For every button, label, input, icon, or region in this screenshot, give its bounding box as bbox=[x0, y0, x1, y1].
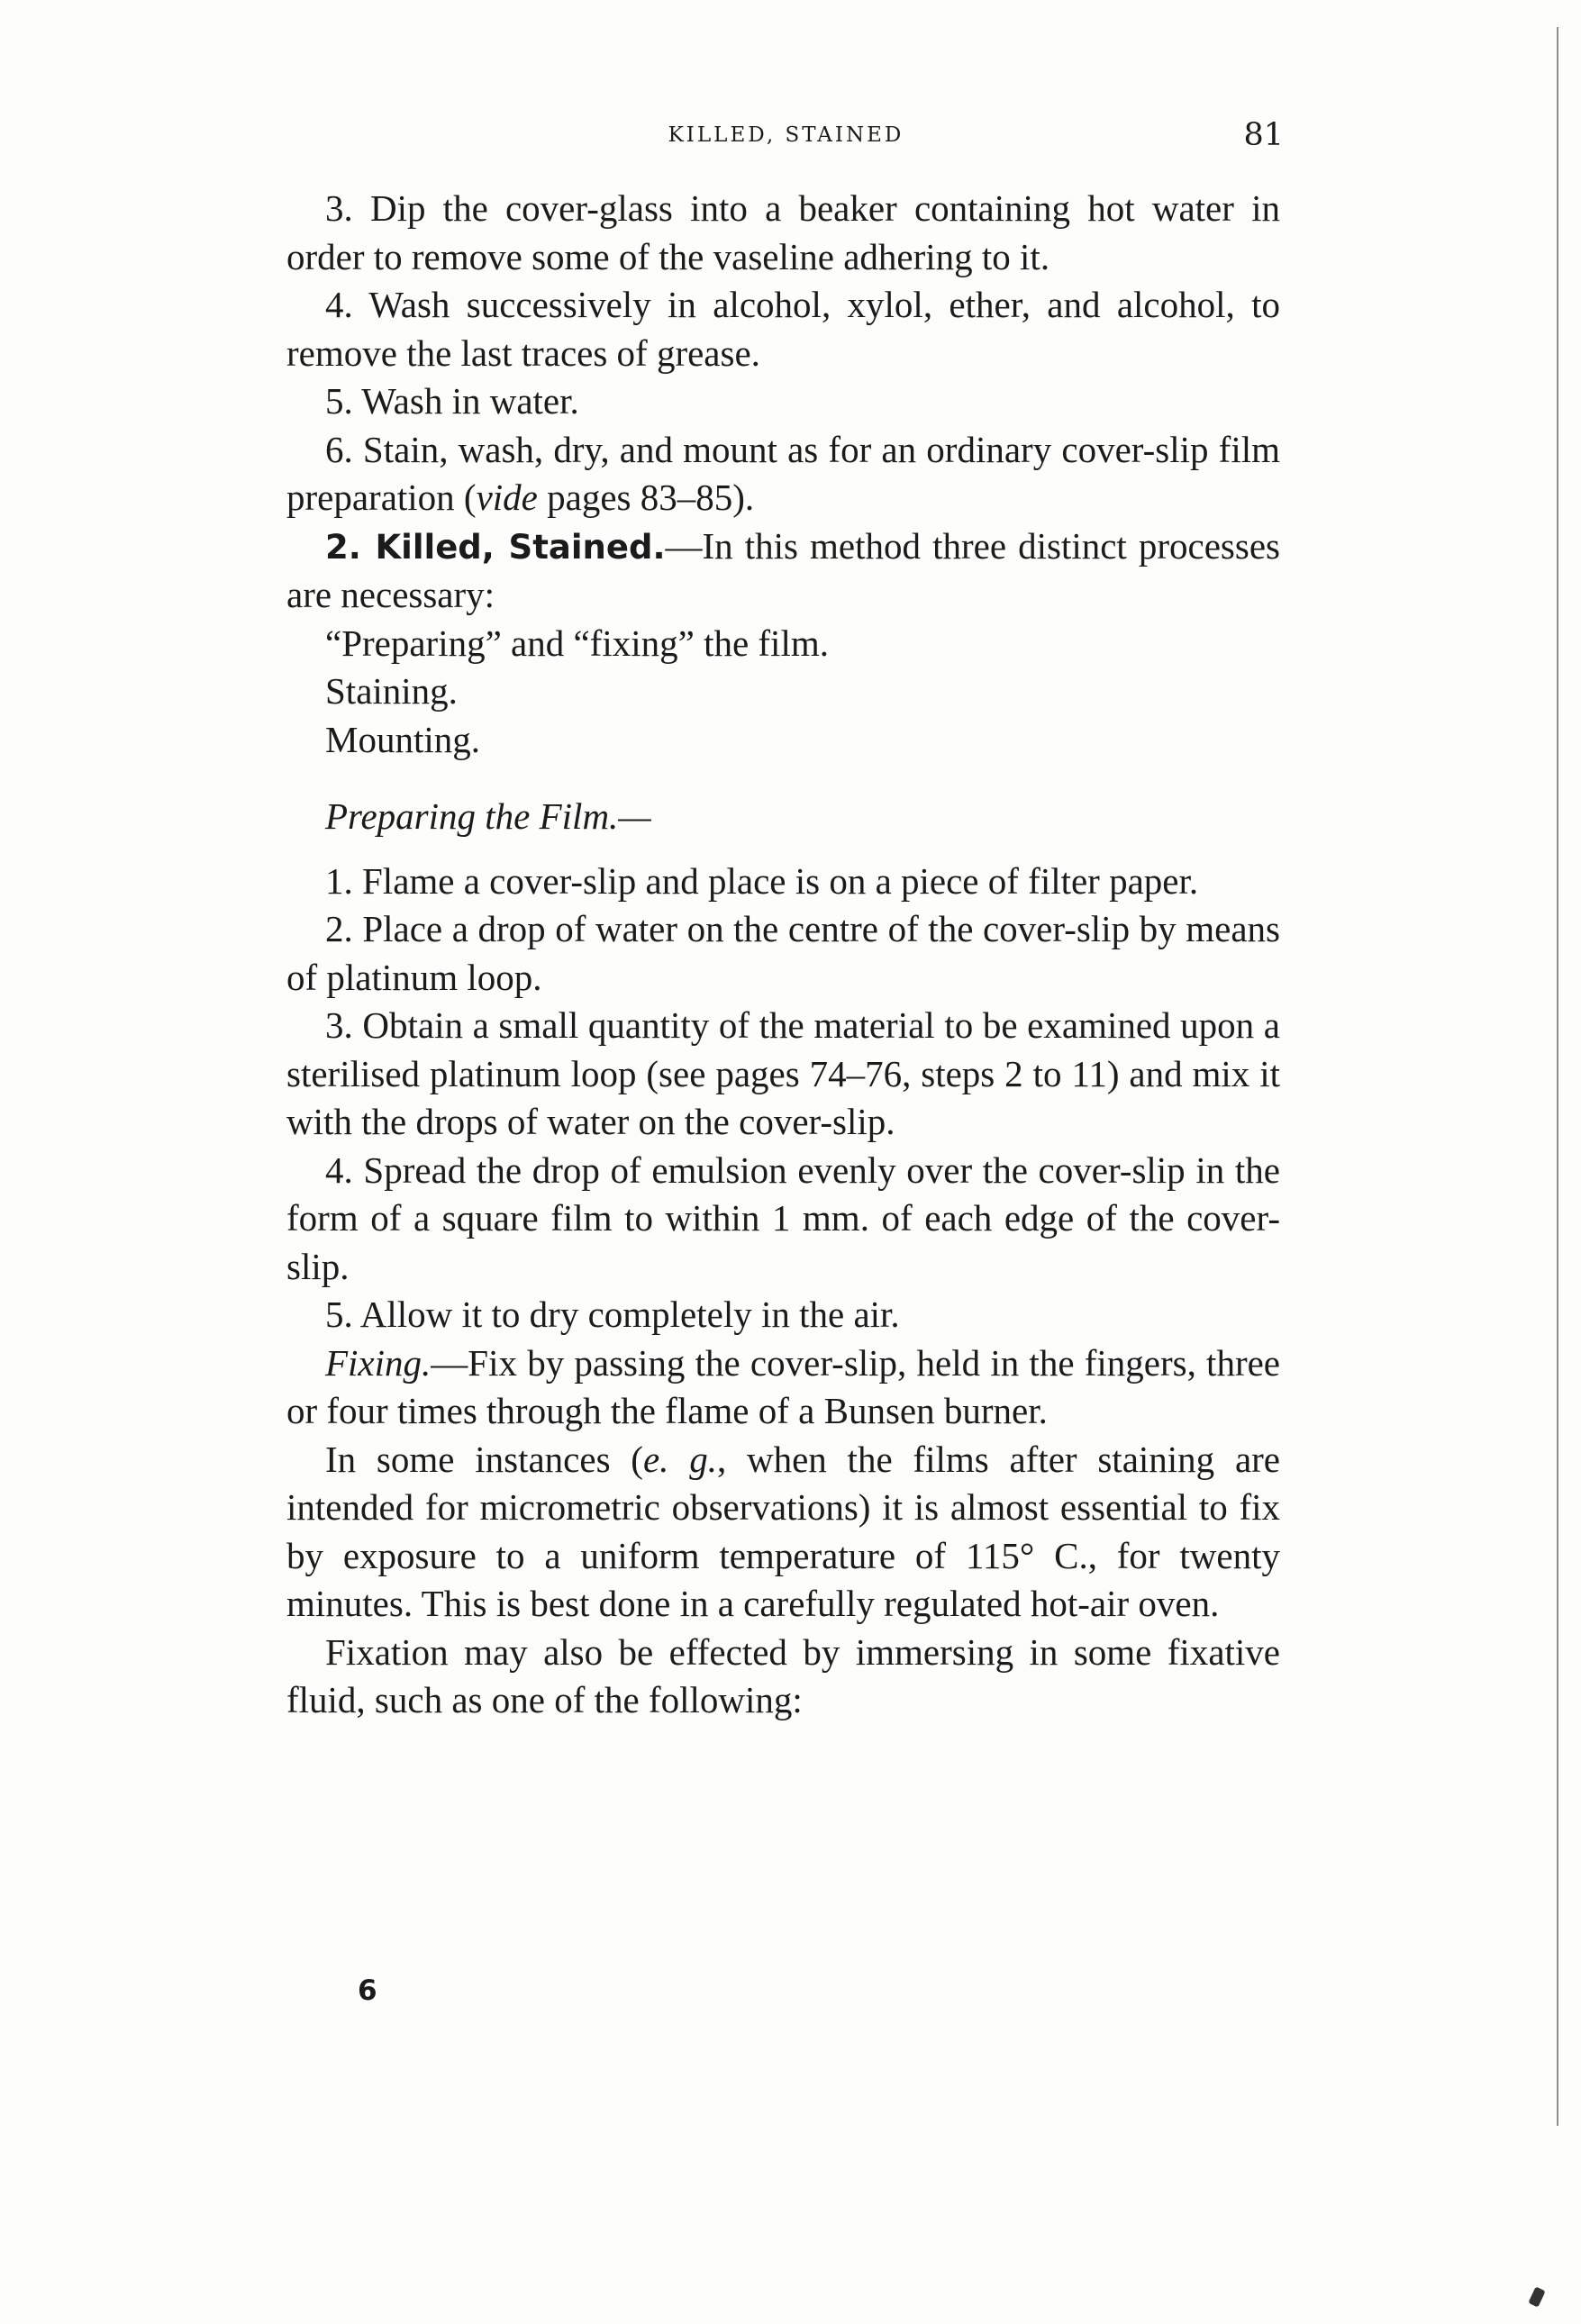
paragraph-step-6 bbox=[286, 426, 1280, 522]
instances-text-end: , when the films after staining are intended for micrometric observations) it is almost essential to fix by exposure to a uniform temperature of 115° C., for twenty minutes. This is best done in a carefully regulated hot-air oven. bbox=[286, 1438, 1280, 1624]
process-list-item: Mounting. bbox=[325, 718, 480, 760]
section-heading-preparing-film: Preparing the Film.— bbox=[325, 795, 651, 837]
process-list-item: Staining. bbox=[325, 670, 458, 712]
instances-eg: e. g. bbox=[642, 1438, 717, 1480]
paragraph-step-3: 3. Dip the cover-glass into a beaker containing hot water in order to remove some of the vaseline adhering to it. bbox=[286, 187, 1280, 277]
step-6-text-end: pages 83–85). bbox=[537, 477, 755, 518]
prep-step-1: 1. Flame a cover-slip and place is on a piece of filter paper. bbox=[325, 859, 1199, 902]
paragraph-fixation: Fixation may also be effected by immersing in some fixative fluid, such as one of the following: bbox=[286, 1630, 1280, 1720]
fixing-lead: Fixing. bbox=[325, 1341, 432, 1384]
scan-edge-line bbox=[1557, 27, 1558, 2126]
process-list-item: “Preparing” and “fixing” the film. bbox=[325, 622, 829, 664]
step-6-vide: vide bbox=[476, 477, 538, 518]
killed-stained-text: —In this method three distinct processes are necessary: bbox=[286, 524, 1280, 615]
signature-mark: 6 bbox=[358, 1974, 377, 2007]
fixing-text: —Fix by passing the cover-slip, held in the fingers, three or four times through the flame of a Bunsen burner. bbox=[286, 1341, 1280, 1431]
paragraph-instances bbox=[286, 1436, 1280, 1629]
instances-text: In some instances ( bbox=[325, 1438, 643, 1480]
paragraph-fixing bbox=[286, 1339, 1280, 1436]
prep-step-3: 3. Obtain a small quantity of the material to be examined upon a sterilised platinum loop (see pages 74–76, steps 2 to 11) and mix it with the drops of water on the cover-slip. bbox=[286, 1004, 1280, 1142]
scan-artifact-mark bbox=[1528, 2286, 1545, 2307]
prep-step-2: 2. Place a drop of water on the centre of the cover-slip by means of platinum loop. bbox=[286, 908, 1280, 998]
step-6-text: 6. Stain, wash, dry, and mount as for an ordinary cover-slip film preparation ( bbox=[286, 428, 1280, 518]
page-number: 81 bbox=[1243, 117, 1284, 153]
running-head: KILLED, STAINED bbox=[668, 123, 904, 147]
section-lead-killed-stained: 2. Killed, Stained. bbox=[325, 527, 666, 567]
body-text bbox=[286, 185, 1280, 1725]
prep-step-4: 4. Spread the drop of emulsion evenly over the cover-slip in the form of a square film to within 1 mm. of each edge of the cover-slip. bbox=[286, 1148, 1280, 1287]
prep-step-5: 5. Allow it to dry completely in the air. bbox=[325, 1294, 900, 1335]
paragraph-step-4: 4. Wash successively in alcohol, xylol, ether, and alcohol, to remove the last traces of grease. bbox=[286, 284, 1280, 374]
paragraph-step-5: 5. Wash in water. bbox=[325, 380, 579, 422]
paragraph-killed-stained bbox=[286, 522, 1280, 620]
page-header bbox=[288, 117, 1284, 153]
